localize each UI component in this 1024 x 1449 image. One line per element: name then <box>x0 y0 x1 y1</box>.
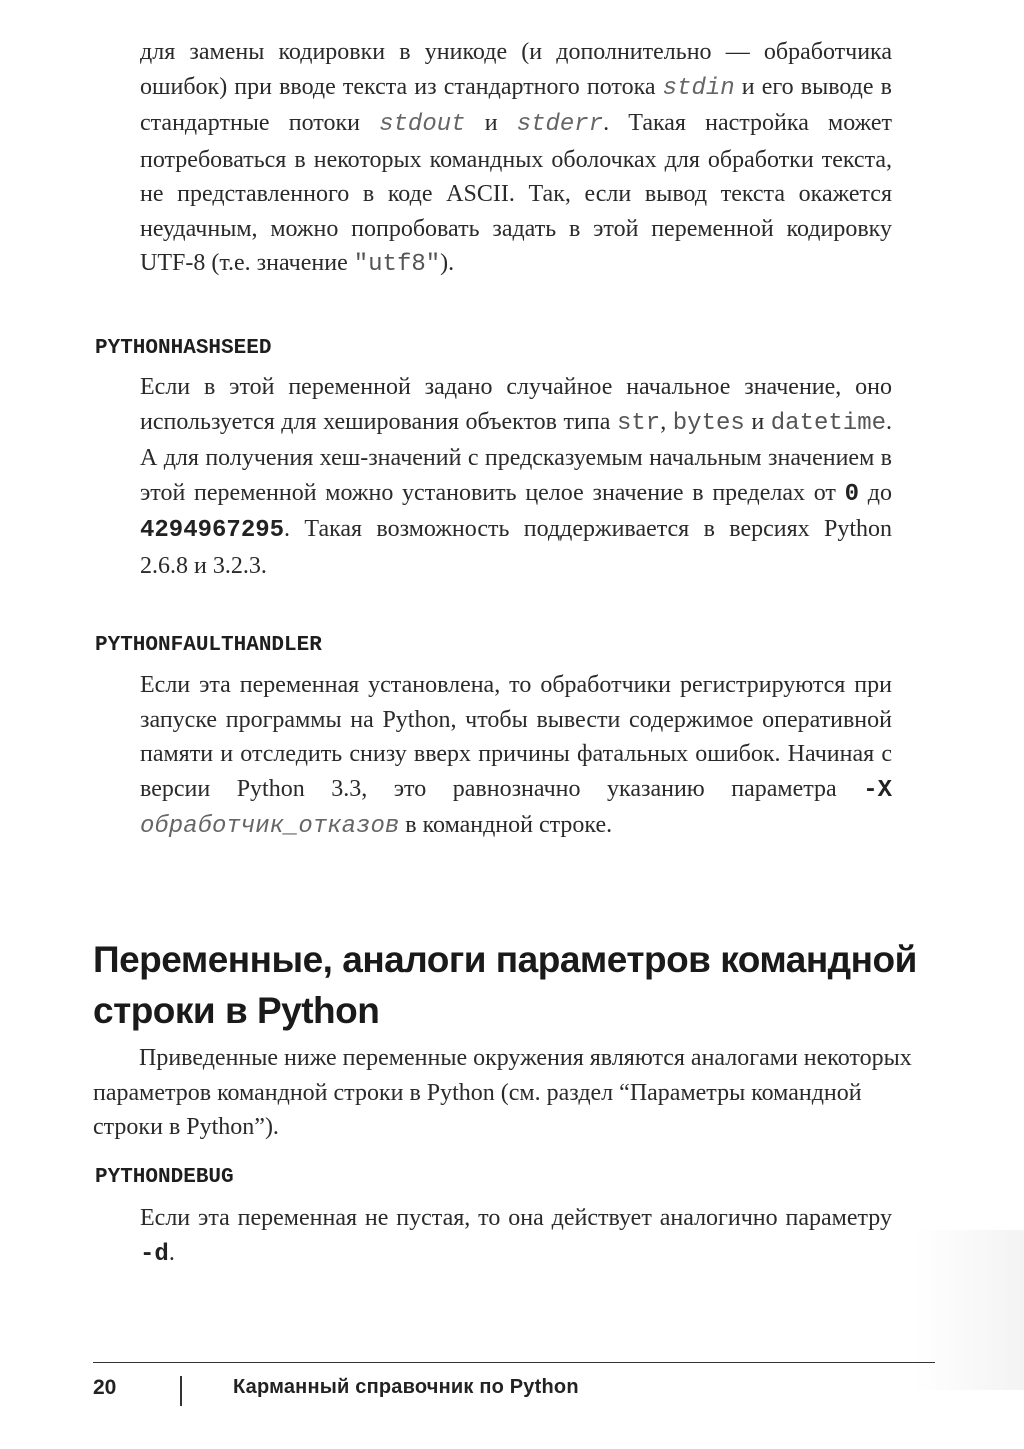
value-max: 4294967295 <box>140 517 285 544</box>
page-number: 20 <box>93 1376 117 1399</box>
paragraph-pythonfaulthandler: Если эта переменная установлена, то обработчики регистрируются при запуске программы на Python, чтобы вывести содержимое оперативной памяти и отследить снизу вверх причины фатальных ошибок. Начиная с версии Python 3.3, это равнозначно указанию параметра -X обработчик_отказов в командной строке. <box>140 672 892 840</box>
option-d: -d <box>140 1240 169 1268</box>
page-edge-shadow <box>914 1230 1024 1390</box>
paragraph-pythonhashseed: Если в этой переменной задано случайное начальное значение, оно используется для хеширования объектов типа str, bytes и datetime. А для получения хеш-значений с предсказуемым начальным значением в этой переменной можно установить целое значение в пределах от 0 до 4294967295. Такая возможность поддерживается в версиях Python 2.6.8 и 3.2.3. <box>140 374 893 579</box>
code-utf8: "utf8" <box>353 251 441 278</box>
paragraph-pythonioencoding-continued: для замены кодировки в уникоде (и дополнительно — обработчика ошибок) при вводе текста из стандартного потока stdin и его выводе в стандартные потоки stdout и stderr. Такая настройка может потребоваться в некоторых командных оболочках для обработки текста, не представленного в коде ASCII. Так, если вывод текста окажется неудачным, можно попробовать задать в этой переменной кодировку UTF-8 (т.е. значение "utf8"). <box>140 39 892 278</box>
term-pythonfaulthandler: PYTHONFAULTHANDLER <box>95 634 322 657</box>
value-zero: 0 <box>844 480 860 508</box>
code-bytes: bytes <box>672 409 745 437</box>
footer-separator <box>180 1376 182 1406</box>
section-intro: Приведенные ниже переменные окружения являются аналогами некоторых параметров командной строки в Python (см. раздел “Параметры командной строки в Python”). <box>93 1045 912 1140</box>
code-stdout: stdout <box>379 111 466 138</box>
code-stdin: stdin <box>662 74 735 102</box>
paragraph-pythondebug: Если эта переменная не пустая, то она действует аналогично параметру -d. <box>140 1205 892 1268</box>
section-heading: Переменные, аналоги параметров командной строки в Python <box>93 939 917 1031</box>
code-faulthandler: обработчик_отказов <box>140 813 400 840</box>
footer-rule <box>93 1362 935 1363</box>
option-x: -X <box>863 776 892 804</box>
footer-book-title: Карманный справочник по Python <box>233 1376 579 1398</box>
code-stderr: stderr <box>516 111 604 138</box>
code-str: str <box>616 409 661 437</box>
term-pythondebug: PYTHONDEBUG <box>95 1166 234 1189</box>
code-datetime: datetime <box>770 409 886 437</box>
term-pythonhashseed: PYTHONHASHSEED <box>95 337 272 360</box>
